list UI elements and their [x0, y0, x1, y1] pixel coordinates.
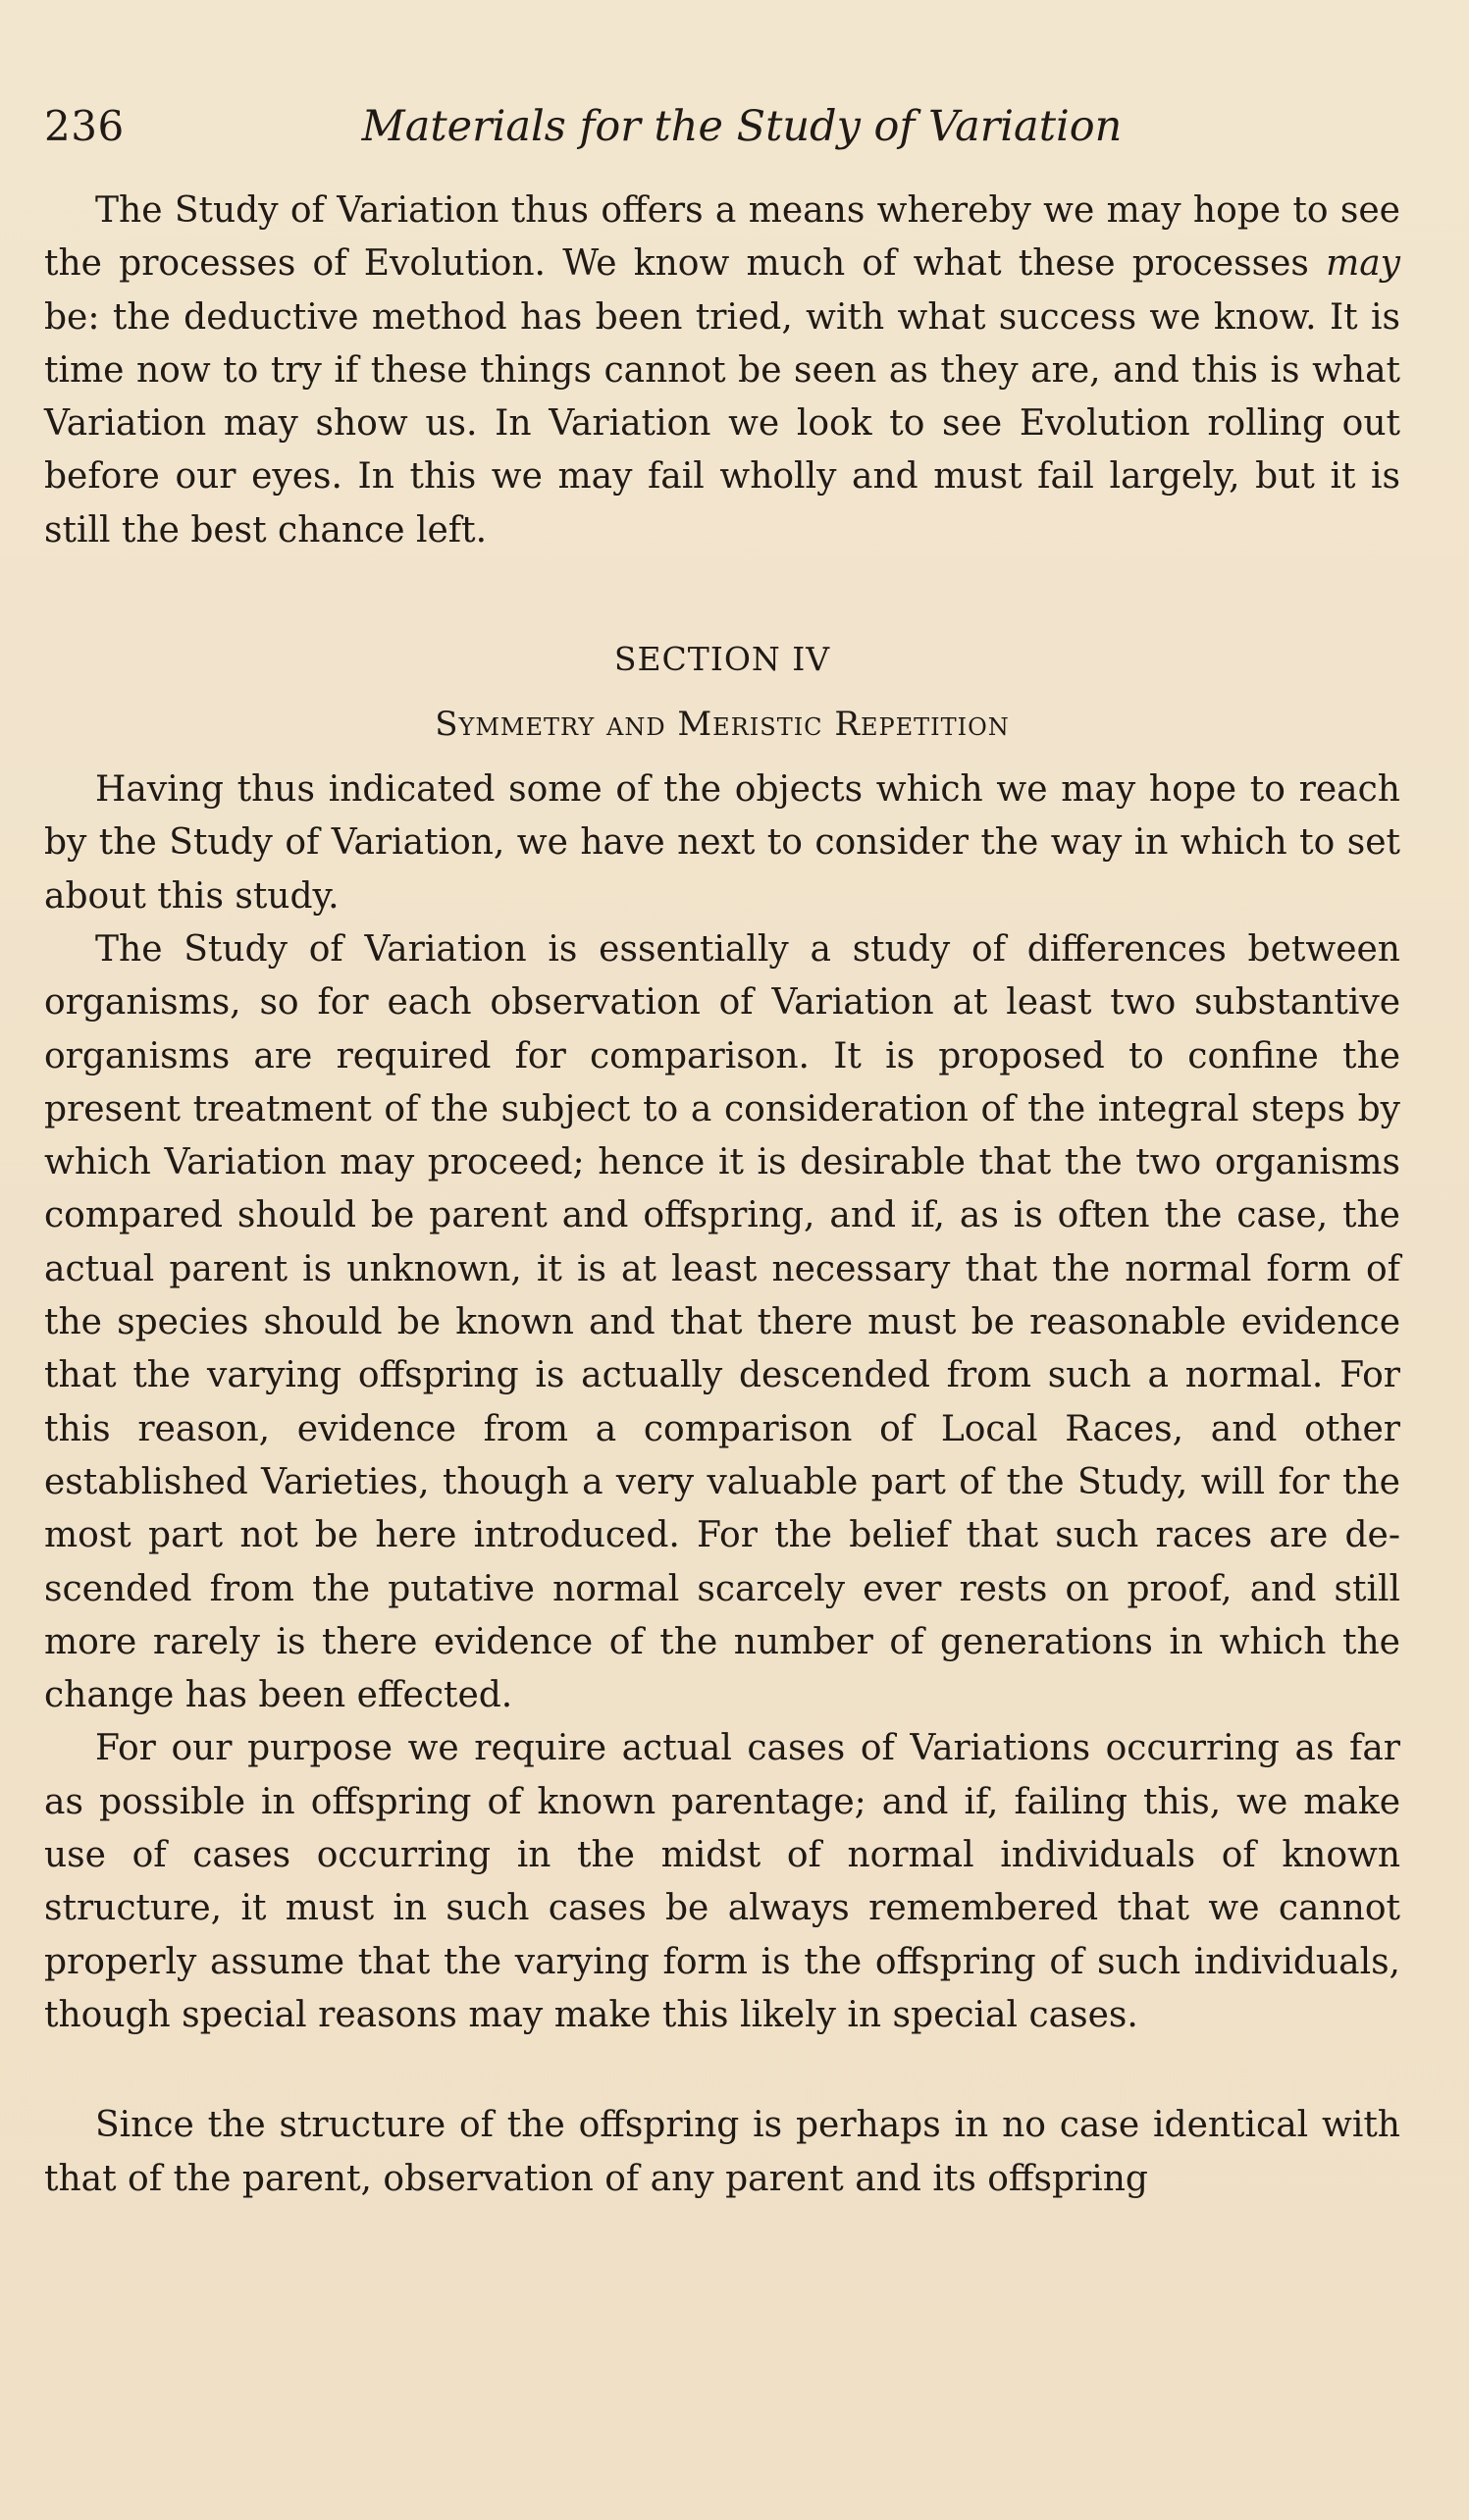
section-title: Symmetry and Meristic Repetition — [435, 705, 1010, 745]
section-number: SECTION IV — [613, 640, 831, 679]
paragraph-differences: The Study of Variation is essentially a study of differences between organisms, so for each observation of Variation at least two substantive organisms are required for comparison. It is proposed to confine the present treatment of the subject to a consideration of the integral steps by which Variation may proceed; hence it is desirable that the two organisms compared should be parent and offspring, and if, as is often the case, the actual parent is unknown, it is at least necessary that the normal form of the species should be known and that there must be reasonable evidence that the varying offspring is actually descended from such a normal. For this reason, evidence from a comparison of Local Races, and other established Varieties, though a very valuable part of the Study, will for the most part not be here introduced. For the belief that such races are descended from the putative normal scarcely ever rests on proof, and still more rarely is there evidence of the number of generations in which the change has been effected. — [44, 928, 1400, 1716]
running-head: Materials for the Study of Variation — [361, 102, 1123, 151]
page-header — [44, 92, 1400, 161]
paragraph-objects: Having thus indicated some of the objects which we may hope to reach by the Study of Variation, we have next to consider the way in which to set about this study. — [44, 769, 1400, 917]
emphasis-may: may — [1326, 243, 1400, 285]
intro-text-start: The Study of Variation thus offers a means whereby we may hope to see the processes of Evolution. We know much of what these processes — [44, 190, 1400, 285]
intro-paragraph — [44, 184, 1400, 557]
paragraph-structure: Since the structure of the offspring is perhaps in no case identical with that of the parent, observation of any parent and its offspring — [44, 2105, 1400, 2199]
intro-text-end: be: the deductive method has been tried, with what success we know. It is time now to try if these things cannot be seen as they are, and this is what Variation may show us. In Variation we look to see Evolution rolling out before our eyes. In this we may fail wholly and must fail largely, but it is still the best chance left. — [44, 296, 1400, 551]
page-number: 236 — [44, 102, 125, 150]
paragraph-purpose: For our purpose we require actual cases of Variations occurring as far as possible in offspring of known parentage; and if, failing this, we make use of cases occurring in the midst of normal individuals of known structure, it must in such cases be always remembered that we cannot properly assume that the varying form is the offspring of such individuals, though special reasons may make this likely in special cases. — [44, 1728, 1400, 2035]
